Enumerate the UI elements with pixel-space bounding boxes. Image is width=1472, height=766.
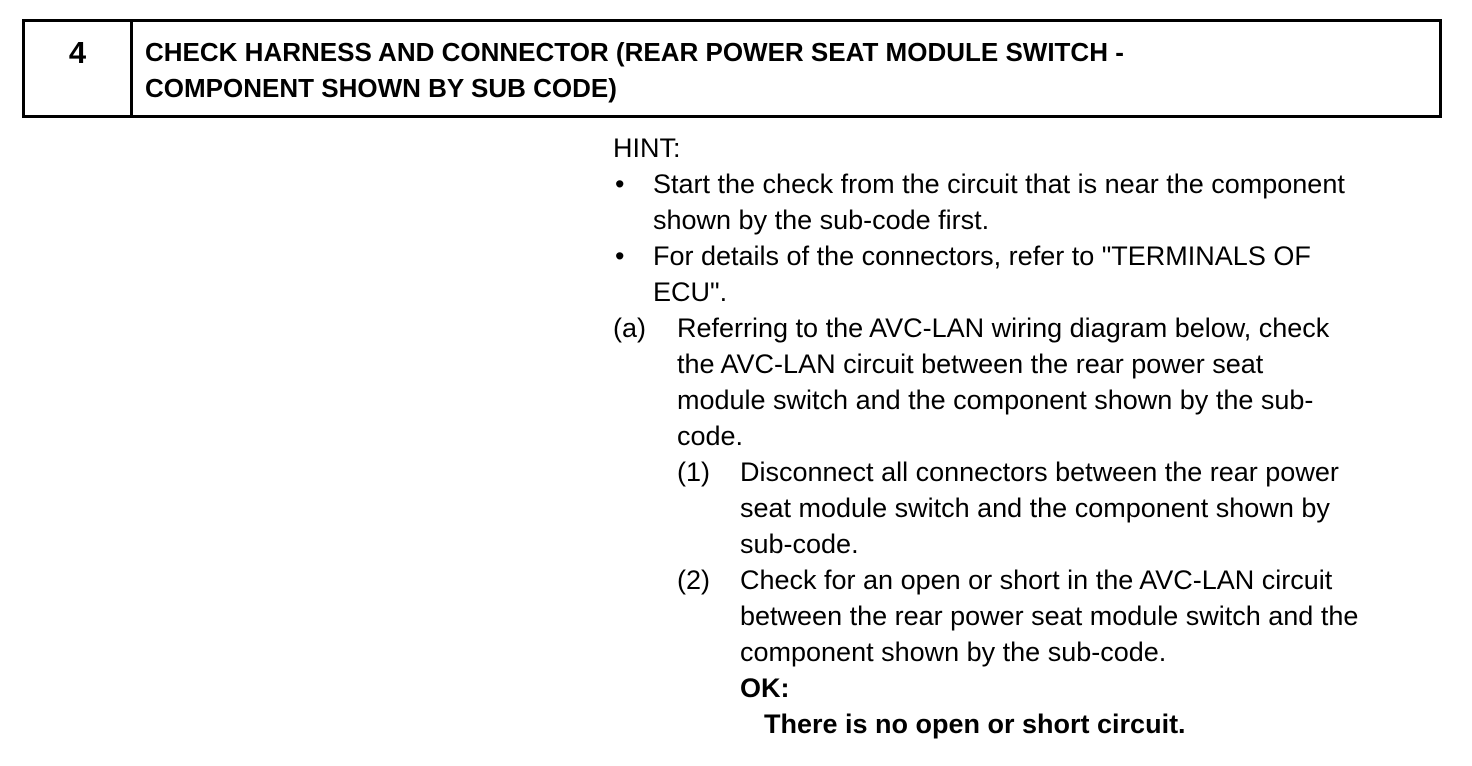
text-line: sub-code. [740, 529, 859, 559]
text-line: module switch and the component shown by the sub- [677, 385, 1314, 415]
bullet-icon: • [615, 241, 625, 271]
procedure-item-a [613, 310, 1458, 742]
bullet-icon: • [615, 169, 625, 199]
hint-bullet-text [653, 238, 1311, 310]
text-line: code. [677, 421, 744, 451]
text-line: Referring to the AVC-LAN wiring diagram below, check [677, 313, 1330, 343]
item-marker: (1) [677, 457, 710, 487]
text-line: shown by the sub-code first. [653, 205, 990, 235]
item-marker: (2) [677, 565, 710, 595]
procedure-sub-item-1 [677, 454, 1358, 562]
step-title [133, 22, 1439, 115]
text-line: For details of the connectors, refer to "TERMINALS OF [653, 241, 1311, 271]
text-line: the AVC-LAN circuit between the rear power seat [677, 349, 1264, 379]
text-line: Disconnect all connectors between the rear power [740, 457, 1339, 487]
procedure-sub-item-body [740, 562, 1358, 742]
text-line: between the rear power seat module switch and the [740, 601, 1359, 631]
text-line: component shown by the sub-code. [740, 637, 1167, 667]
hint-bullet [613, 166, 1458, 238]
text-line: ECU". [653, 277, 728, 307]
procedure-item-body [677, 310, 1358, 742]
hint-bullet-text [653, 166, 1345, 238]
hint-bullet [613, 238, 1458, 310]
text-line: Start the check from the circuit that is near the component [653, 169, 1345, 199]
text-line: Check for an open or short in the AVC-LAN circuit [740, 565, 1333, 595]
text-line: seat module switch and the component shown by [740, 493, 1330, 523]
step-title-line: CHECK HARNESS AND CONNECTOR (REAR POWER SEAT MODULE SWITCH - [145, 37, 1124, 67]
step-number: 4 [25, 22, 133, 115]
procedure-sub-item-body [740, 454, 1339, 562]
ok-label: OK: [740, 673, 790, 703]
step-header [22, 19, 1442, 118]
item-marker: (a) [613, 313, 646, 343]
hint-label: HINT: [613, 133, 681, 163]
procedure-sub-item-2 [677, 562, 1358, 742]
step-title-line: COMPONENT SHOWN BY SUB CODE) [145, 73, 617, 103]
ok-criteria: There is no open or short circuit. [764, 709, 1186, 739]
step-content [613, 130, 1458, 742]
